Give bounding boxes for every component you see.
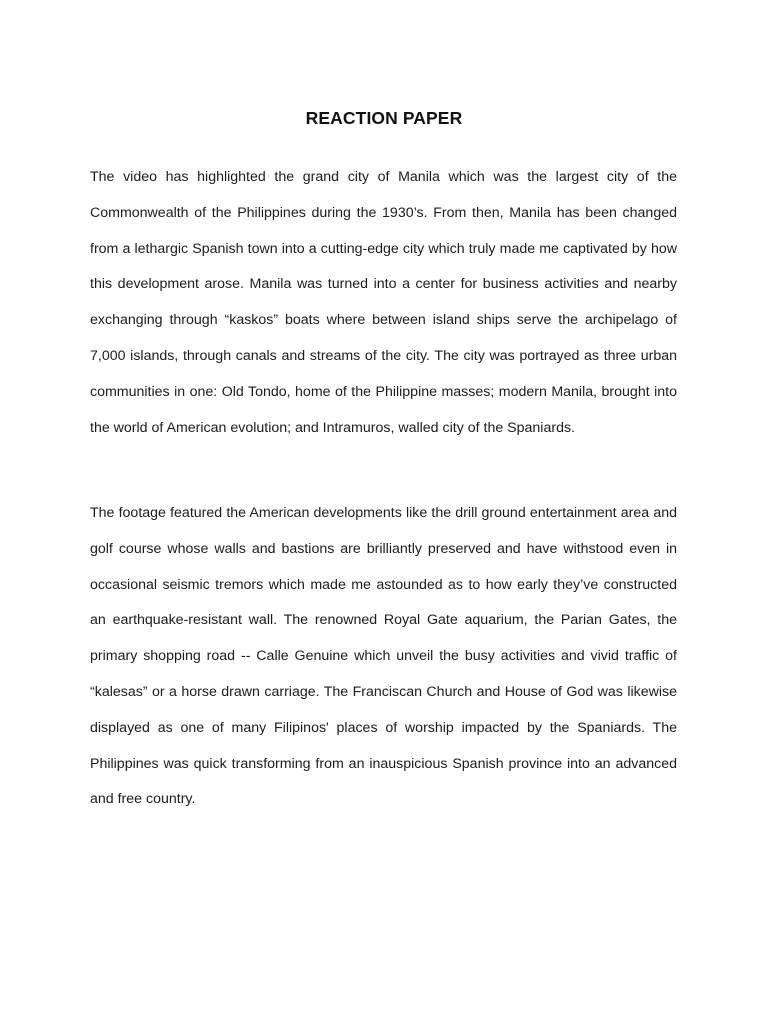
paragraph-1: The video has highlighted the grand city of Manila which was the largest city of the Commonwealth of the Philippines during the 1930’s. From then, Manila has been changed from a lethargic Spanish town into a cutting-edge city which truly made me captivated by how this development arose. Manila was turned into a center for business activities and nearby exchanging through “kaskos” boats where between island ships serve the archipelago of 7,000 islands, through canals and streams of the city. The city was portrayed as three urban communities in one: Old Tondo, home of the Philippine masses; modern Manila, brought into the world of American evolution; and Intramuros, walled city of the Spaniards. bbox=[90, 169, 677, 436]
page-title: REACTION PAPER bbox=[305, 108, 463, 128]
paragraph-2: The footage featured the American developments like the drill ground entertainment area and golf course whose walls and bastions are brilliantly preserved and have withstood even in occasional seismic tremors which made me astounded as to how early they’ve constructed an earthquake-resistant wall. The renowned Royal Gate aquarium, the Parian Gates, the primary shopping road -- Calle Genuine which unveil the busy activities and vivid traffic of “kalesas” or a horse drawn carriage. The Franciscan Church and House of God was likewise displayed as one of many Filipinos' places of worship impacted by the Spaniards. The Philippines was quick transforming from an inauspicious Spanish province into an advanced and free country. bbox=[90, 505, 677, 808]
